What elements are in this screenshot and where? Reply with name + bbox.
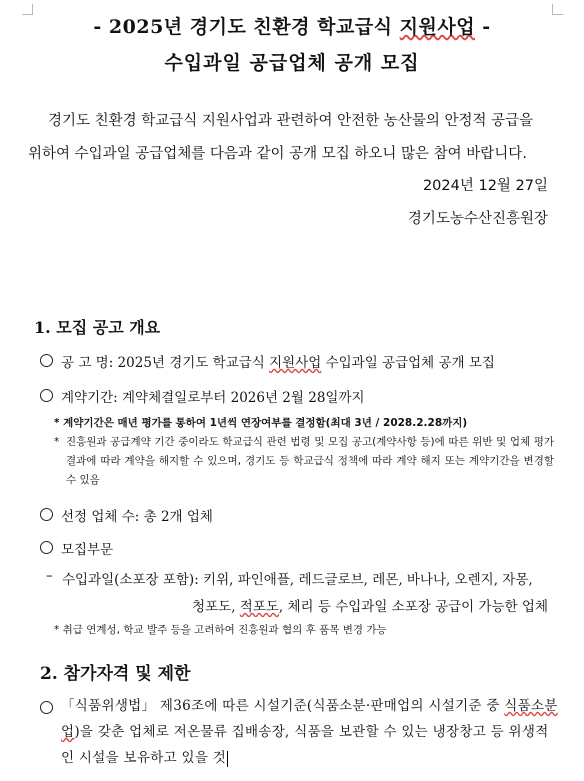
bullet-recruit-category: 모집부문 — [40, 538, 113, 558]
document-title-line2: 수입과일 공급업체 공개 모집 — [164, 52, 420, 74]
category-detail-line2: 청포도, 적포도, 체리 등 수입과일 소포장 공급이 가능한 업체 — [192, 599, 548, 615]
intro-paragraph-line2: 위하여 수입과일 공급업체를 다음과 같이 공개 모집 하오니 많은 참여 바랍니다. — [28, 146, 527, 162]
text-cursor — [227, 751, 228, 767]
circle-bullet-icon — [40, 541, 53, 554]
circle-bullet-icon — [40, 389, 53, 402]
note-contract-termination: * 진흥원과 공급계약 기간 중이라도 학교급식 관련 법령 및 모집 공고(계약사항 등)에 따른 위반 및 업체 평가 결과에 따라 계약을 해지할 수 있으며, 경기도 등 학교급식 정책에 따라 계약 해지 또는 계약기간을 변경할 수 있음 — [54, 436, 554, 486]
section-heading-overview: 1. 모집 공고 개요 — [34, 318, 161, 337]
circle-bullet-icon — [40, 701, 53, 714]
circle-bullet-icon — [40, 508, 53, 521]
bullet-announcement-name: 공 고 명: 2025년 경기도 학교급식 지원사업 수입과일 공급업체 공개 모집 — [40, 351, 495, 371]
announcement-date: 2024년 12월 27일 — [422, 178, 548, 194]
issuing-agency: 경기도농수산진흥원장 — [407, 211, 548, 227]
intro-paragraph-line1: 경기도 친환경 학교급식 지원사업과 관련하여 안전한 농산물의 안정적 공급을 — [48, 113, 534, 129]
note-item-change: * 취급 연계성, 학교 발주 등을 고려하여 진흥원과 협의 후 품목 변경 가능 — [54, 624, 387, 636]
bullet-facility-requirement: 「식품위생법」 제36조에 따른 시설기준(식품소분·판매업의 시설기준 중 식품소분업)을 갖춘 업체로 저온물류 집배송장, 식품을 보관할 수 있는 냉장창고 등 위생적인 시설을 보유하고 있을 것 — [40, 693, 560, 771]
document-title-line1: - 2025년 경기도 친환경 학교급식 지원사업 - — [93, 16, 491, 38]
note-contract-extension: * 계약기간은 매년 평가를 통하여 1년씩 연장여부를 결정함(최대 3년 / 2028.2.28까지) — [54, 417, 468, 429]
bullet-contract-period: 계약기간: 계약체결일로부터 2026년 2월 28일까지 — [40, 386, 365, 406]
bullet-selected-count: 선정 업체 수: 총 2개 업체 — [40, 505, 213, 525]
circle-bullet-icon — [40, 354, 53, 367]
section-heading-eligibility: 2. 참가자격 및 제한 — [40, 664, 191, 684]
category-detail-line1: – 수입과일(소포장 포함): 키위, 파인애플, 레드글로브, 레몬, 바나나, 오렌지, 자몽, — [46, 568, 533, 588]
